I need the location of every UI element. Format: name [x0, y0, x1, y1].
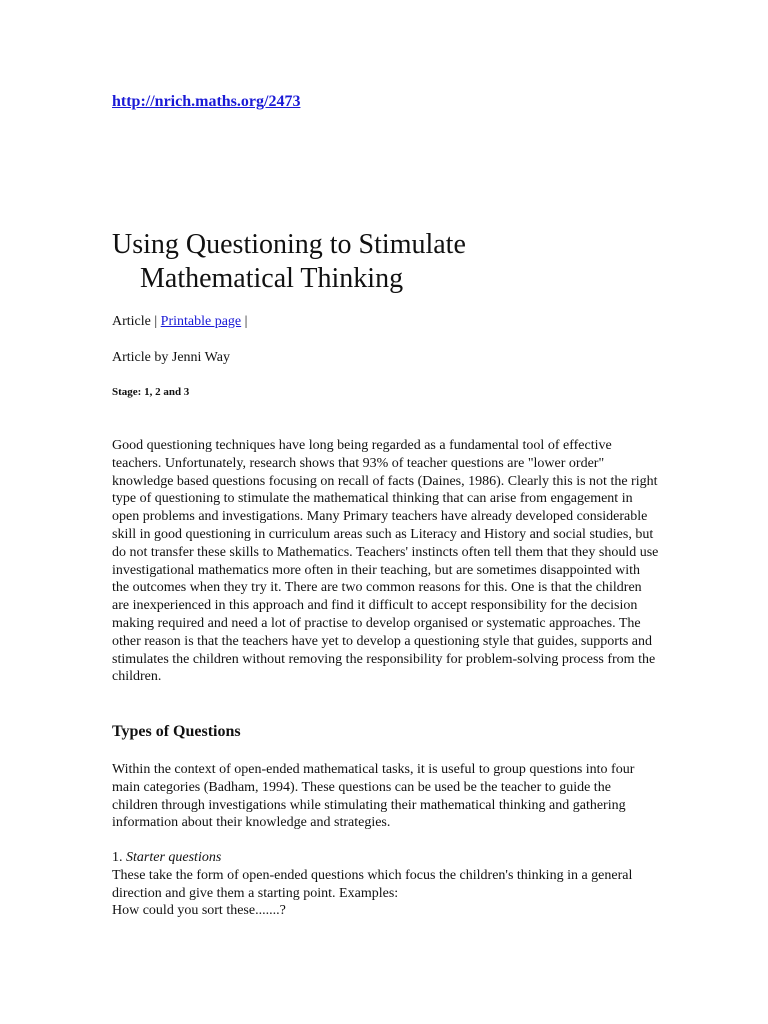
- source-url-link[interactable]: http://nrich.maths.org/2473: [112, 93, 301, 110]
- starter-number: 1.: [112, 850, 126, 865]
- section-heading: Types of Questions: [112, 723, 241, 740]
- article-stage: Stage: 1, 2 and 3: [112, 386, 190, 398]
- meta-suffix: |: [241, 314, 248, 329]
- types-paragraph: Within the context of open-ended mathematical tasks, it is useful to group questions into four main categories (Badham, 1994). These questions can be used be the teacher to guide the children through investigations while stimulating their mathematical thinking and gathering information about their knowledge and strategies.: [112, 762, 635, 831]
- starter-title: Starter questions: [126, 850, 222, 865]
- starter-text: These take the form of open-ended questions which focus the children's thinking in a general direction and give them a starting point. Examples:: [112, 867, 633, 901]
- article-title-line2: Mathematical Thinking: [140, 263, 404, 294]
- starter-questions-block: [112, 849, 660, 920]
- printable-page-link[interactable]: Printable page: [160, 314, 242, 329]
- starter-example: How could you sort these.......?: [112, 903, 286, 919]
- article-author: Article by Jenni Way: [112, 350, 230, 365]
- meta-prefix: Article |: [112, 314, 161, 329]
- article-title: [112, 228, 652, 296]
- article-title-line1: Using Questioning to Stimulate: [112, 229, 466, 260]
- article-meta-line: [112, 314, 247, 330]
- intro-paragraph: Good questioning techniques have long being regarded as a fundamental tool of effective teachers. Unfortunately, research shows that 93% of teacher questions are "lower order" knowledge based questions focusing on recall of facts (Daines, 1986). Clearly this is not the right type of questioning to stimulate the mathematical thinking that can arise from engagement in open problems and investigations. Many Primary teachers have already developed considerable skill in good questioning in curriculum areas such as Literacy and History and social studies, but do not transfer these skills to Mathematics. Teachers' instincts often tell them that they should use investigational mathematics more often in their teaching, but are sometimes disappointed with the outcomes when they try it. There are two common reasons for this. One is that the children are inexperienced in this approach and find it difficult to accept responsibility for the decision making required and need a lot of practise to develop organised or systematic approaches. The other reason is that the teachers have yet to develop a questioning style that guides, supports and stimulates the children without removing the responsibility for problem-solving process from the children.: [112, 438, 659, 685]
